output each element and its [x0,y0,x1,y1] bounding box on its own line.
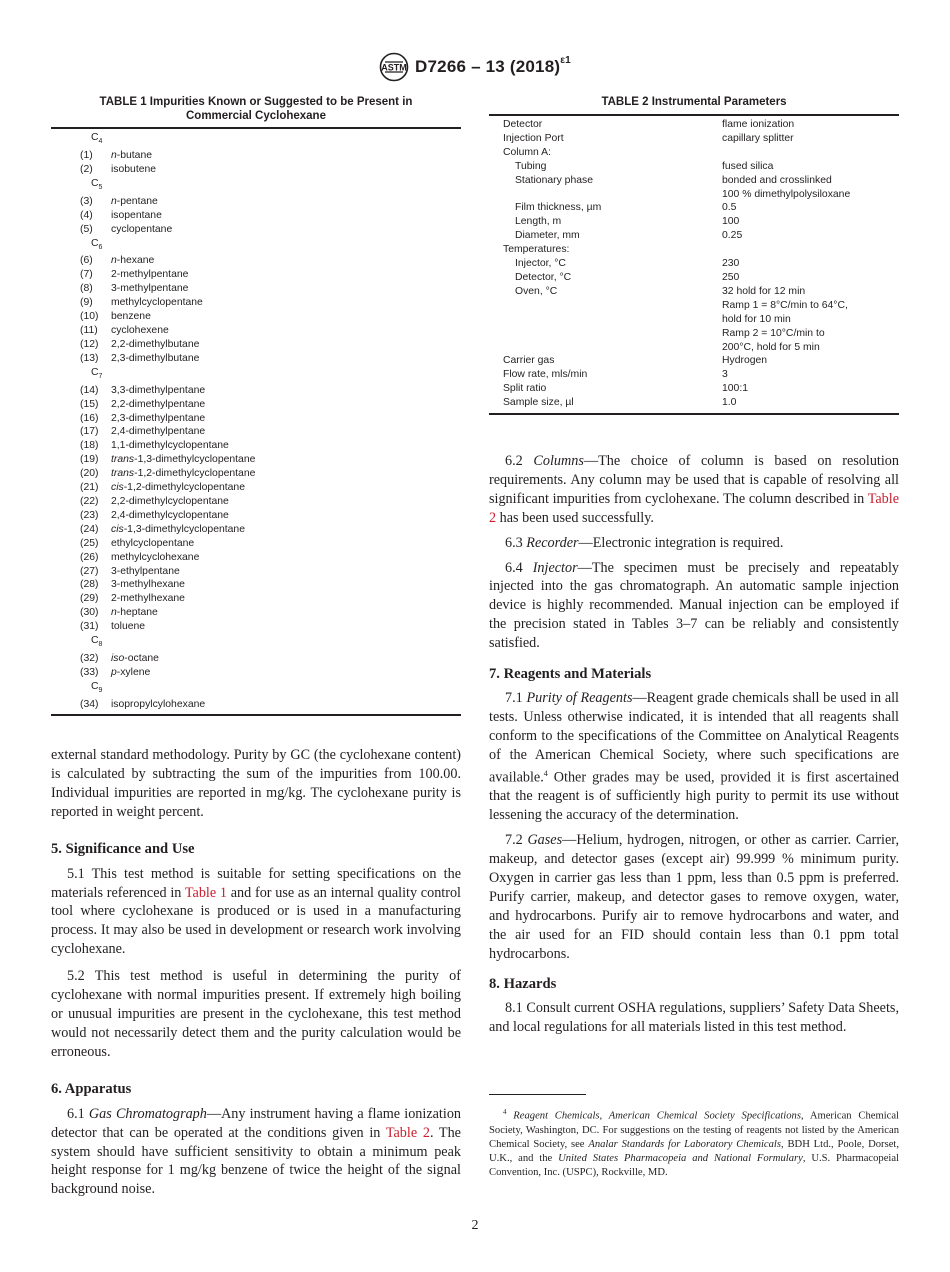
impurity-number: (13) [80,352,99,364]
table-row [51,149,461,163]
impurity-name: n-hexane [111,255,155,267]
table-1-link[interactable]: Table 1 [184,884,227,901]
parameter-name [489,313,722,327]
document-designation: D7266 – 13 $(2018)^{\varepsilon 1}$ [415,55,571,76]
parameter-value: 230 [722,258,740,270]
table-row [51,481,461,495]
parameter-name [489,188,722,202]
carbon-group-label: $C_6$ [91,237,103,251]
impurity-name: n-heptane [111,607,158,619]
paragraph-5-1: 5.1 This test method is suitable for setting specifications on the materials referenced in Table 1 and for use as an internal quality control tool where cyclohexane is produced or is used in a manufacturing process. It may also be used in development or research work involving cyclohexane. [51,865,461,958]
impurity-number: (10) [80,311,99,323]
table-row [51,352,461,366]
table-row [489,118,899,132]
table-row [489,160,899,174]
parameter-value: 0.25 [722,230,743,242]
table-2-link[interactable]: Table 2 [489,490,899,526]
parameter-value: 0.5 [722,202,737,214]
table-row [51,209,461,223]
table-row [51,296,461,310]
table-row [51,195,461,209]
impurity-name: isopropylcylohexane [111,698,206,710]
impurity-number: (1) [80,149,93,161]
impurity-name: methylcyclohexane [111,551,200,563]
impurity-number: (19) [80,454,99,466]
impurity-number: (14) [80,384,99,396]
parameter-name: Detector, °C [515,271,572,283]
impurity-name: n-butane [111,149,153,161]
table-row [51,551,461,565]
impurity-number: (18) [80,440,99,452]
impurity-name: iso-octane [111,653,159,665]
table-row [51,338,461,352]
impurity-name: cyclohexene [111,325,169,337]
impurity-number: (11) [80,325,98,337]
impurity-name: 3-methylhexane [111,579,185,591]
parameter-name: Sample size, µl [503,397,574,409]
impurity-number: (33) [80,666,99,678]
table-row [489,313,899,327]
impurity-number: (16) [80,412,99,424]
carbon-group-label: $C_9$ [91,680,103,694]
table-row [51,666,461,680]
table-row [489,396,899,410]
paragraph-6-1: 6.1 Gas Chromatograph—Any instrument having a flame ionization detector that can be operated at the conditions given in Table 2. The system should have sufficient sensitivity to obtain a minimum peak height response for 1 mg/kg benzene of twice the height of the signal background noise. [51,1105,462,1198]
impurity-number: (31) [80,621,99,633]
paragraph-5-2: 5.2 This test method is useful in determining the purity of cyclohexane with normal impurities present. If extremely high boiling or unusual impurities are present in the cyclohexane, this test method would not necessarily detect them and the purity calculation would be erroneous. [51,968,461,1060]
impurity-number: (8) [80,283,93,295]
table-1 [51,95,461,716]
impurity-number: (7) [80,269,93,281]
impurity-number: (27) [80,565,99,577]
table-row [51,606,461,620]
parameter-value [722,243,899,257]
table-row [51,495,461,509]
table-2-body [489,116,899,413]
impurity-name: 2,3-dimethylpentane [111,412,206,424]
impurity-name: toluene [111,621,146,633]
paragraph-continuation: external standard methodology. Purity by GC (the cyclohexane content) is calculated by subtracting the sum of the impurities from 100.00. Individual impurities are reported in mg/kg. The cyclohexane purity is reported in weight percent. [51,747,461,820]
parameter-name: Detector [503,119,543,130]
section-8-heading: 8. Hazards [489,976,557,993]
parameter-name: Stationary phase [515,174,593,186]
right-column-text [489,452,899,1037]
table-row [489,341,899,355]
parameter-name: Tubing [515,160,547,172]
parameter-value: bonded and crosslinked [722,174,832,186]
table-row [51,254,461,268]
table-1-title: TABLE 1 Impurities Known or Suggested to be Present in Commercial Cyclohexane [99,96,413,122]
impurity-name: 2,2-dimethylpentane [111,398,206,410]
table-row [51,163,461,177]
impurity-number: (17) [80,426,99,438]
table-row [489,215,899,229]
table-row [489,201,899,215]
table-bottom-rule [51,714,461,716]
table-row [51,223,461,237]
impurity-name: benzene [111,311,151,323]
impurity-name: p-xylene [111,666,151,678]
table-row [489,299,899,313]
section-5-heading: 5. Significance and Use [51,840,195,857]
table-row [51,565,461,579]
parameter-name [489,341,722,355]
impurity-name: 2,4-dimethylpentane [111,426,206,438]
footnote-rule [489,1094,586,1095]
table-row [51,268,461,282]
parameter-name: Film thickness, µm [515,202,602,214]
parameter-name: Diameter, mm [515,230,580,242]
table-row [51,439,461,453]
parameter-value: 200°C, hold for 5 min [722,341,820,353]
table-1-body [51,129,461,714]
impurity-name: n-pentane [111,195,158,207]
svg-text:ASTM: ASTM [381,62,407,73]
table-row [51,398,461,412]
impurity-name: cis-1,2-dimethylcyclopentane [111,482,245,494]
table-row [51,412,461,426]
parameter-value: Ramp 2 = 10°C/min to [722,327,825,339]
table-2-link[interactable]: Table 2 [385,1124,430,1141]
impurity-name: isopentane [111,209,162,221]
carbon-group-label: $C_7$ [91,366,103,380]
table-row [489,229,899,243]
table-2 [489,95,899,415]
impurity-number: (22) [80,495,99,507]
impurity-number: (2) [80,163,93,175]
paragraph-6-3: 6.3 Recorder—Electronic integration is required. [505,534,784,551]
table-row [489,257,899,271]
impurity-name: isobutene [111,163,157,175]
section-6-heading: 6. Apparatus [51,1080,132,1097]
table-row [51,698,461,712]
left-column-text [51,746,461,1199]
table-row [51,537,461,551]
page-number: 2 [471,1218,479,1233]
parameter-value: 250 [722,271,740,283]
impurity-number: (26) [80,551,99,563]
impurity-name: trans-1,2-dimethylcyclopentane [111,468,256,480]
table-row [51,282,461,296]
impurity-number: (15) [80,398,99,410]
parameter-name: Split ratio [503,383,547,395]
table-row [489,188,899,202]
parameter-value: 100 % dimethylpolysiloxane [722,188,851,200]
impurity-number: (23) [80,509,99,521]
paragraph-6-4: 6.4 Injector—The specimen must be precisely and repeatably injected into the gas chromatograph. An automatic sample injection device is highly recommended. Manual injection can be employed if the precision stated in Tables 3–7 can be reliably and consistently satisfied. [489,559,899,652]
impurity-number: (21) [80,482,99,494]
table-bottom-rule [489,413,899,415]
impurity-name: ethylcyclopentane [111,537,195,549]
impurity-name: 1,1-dimethylcyclopentane [111,440,229,452]
table-row [51,523,461,537]
impurity-number: (9) [80,297,93,309]
table-row [489,368,899,382]
impurity-number: (34) [80,698,99,710]
table-row [51,620,461,634]
parameter-name: Oven, °C [515,285,558,297]
impurity-number: (20) [80,468,99,480]
paragraph-6-2: 6.2 Columns—The choice of column is based on resolution requirements. Any column may be used that is capable of resolving all significant impurities from cyclohexane. The column described in Table 2 has been used successfully. [489,453,899,526]
table-row [51,310,461,324]
table-row [489,174,899,188]
parameter-name: Carrier gas [503,355,555,367]
impurity-number: (6) [80,255,93,267]
parameter-value: fused silica [722,160,774,172]
impurity-number: (12) [80,338,99,350]
impurity-number: (5) [80,223,93,235]
impurity-number: (30) [80,607,99,619]
table-row [489,271,899,285]
page-header [0,52,950,87]
parameter-value: capillary splitter [722,132,794,144]
table-row [489,132,899,146]
impurity-name: cyclopentane [111,223,173,235]
parameter-name: Temperatures: [503,244,570,256]
impurity-name: 2-methylpentane [111,269,189,281]
carbon-group-label: $C_4$ [91,132,103,146]
impurity-name: 2,3-dimethylbutane [111,352,200,364]
footnote-4: $^4$ Reagent Chemicals, American Chemical Society Specifications, American Chemical Society, Washington, DC. For suggestions on the testing of reagents not listed by the American Chemical Society, see Analar Standards for Laboratory Chemicals, BDH Ltd., Poole, Dorset, U.K., and the United States Pharmacopeia and National Formulary, U.S. Pharmacopeial Convention, Inc. (USPC), Rockville, MD. [489,1108,899,1178]
impurity-number: (28) [80,579,99,591]
parameter-value: flame ionization [722,119,795,130]
table-row [489,327,899,341]
table-row [489,243,899,257]
parameter-value: 3 [722,369,728,381]
table-row [51,467,461,481]
paragraph-7-1: 7.1 Purity of Reagents—Reagent grade chemicals shall be used in all tests. Unless otherwise indicated, it is intended that all reagents shall conform to the specifications of the Committee on Analytical Reagents of the American Chemical Society, where such specifications are available.$^4$ Other grades may be used, provided it is first ascertained that the reagent is of sufficiently high purity to permit its use without lessening the accuracy of the determination. [489,690,899,824]
carbon-group-label: $C_8$ [91,635,103,649]
carbon-group-label: $C_5$ [91,177,103,191]
impurity-number: (3) [80,195,93,207]
impurity-name: trans-1,3-dimethylcyclopentane [111,454,256,466]
parameter-name: Injection Port [503,132,564,144]
impurity-name: cis-1,3-dimethylcyclopentane [111,523,245,535]
table-row [51,384,461,398]
table-row [51,509,461,523]
impurity-number: (4) [80,209,93,221]
impurity-name: 2-methylhexane [111,593,185,605]
parameter-name: Column A: [503,146,551,158]
paragraph-8-1: 8.1 Consult current OSHA regulations, suppliers’ Safety Data Sheets, and local regulations for all materials listed in this test method. [489,1000,899,1036]
section-7-heading: 7. Reagents and Materials [489,666,652,683]
table-row [51,592,461,606]
parameter-value: 32 hold for 12 min [722,285,806,297]
impurity-name: 2,2-dimethylbutane [111,338,200,350]
parameter-value: Ramp 1 = 8°C/min to 64°C, [722,299,848,311]
impurity-name: 2,2-dimethylcyclopentane [111,495,229,507]
table-row [51,652,461,666]
table-row [489,354,899,368]
parameter-value: 100:1 [722,383,749,395]
impurity-number: (24) [80,523,99,535]
table-row [489,146,899,160]
impurity-name: 3,3-dimethylpentane [111,384,206,396]
table-row [489,285,899,299]
parameter-value [722,146,899,160]
parameter-name: Flow rate, mls/min [503,369,588,381]
table-2-title: TABLE 2 Instrumental Parameters [601,96,787,108]
astm-logo-icon [379,52,409,82]
impurity-number: (32) [80,653,99,665]
parameter-value: 100 [722,216,740,228]
table-row [51,425,461,439]
table-row [51,453,461,467]
footnotes [489,1094,899,1180]
impurity-number: (25) [80,537,99,549]
impurity-name: 3-ethylpentane [111,565,180,577]
paragraph-7-2: 7.2 Gases—Helium, hydrogen, nitrogen, or other as carrier. Carrier, makeup, and detector gases (except air) 99.999 % minimum purity. Oxygen in carrier gas less than 1 ppm, less than 0.5 ppm is preferred. Purify carrier, makeup, and detector gases to remove oxygen, water, and hydrocarbons. Purify air to remove hydrocarbons and water, and the air used for an FID should contain less than 0.1 ppm total hydrocarbons. [489,832,899,962]
impurity-name: methylcyclopentane [111,297,203,309]
parameter-name: Injector, °C [515,258,566,270]
parameter-value: Hydrogen [722,355,768,367]
impurity-name: 3-methylpentane [111,283,189,295]
footnote-ref[interactable]: 4 [543,768,548,778]
impurity-number: (29) [80,593,99,605]
table-row [51,324,461,338]
table-row [489,382,899,396]
parameter-value: hold for 10 min [722,313,791,325]
impurity-name: 2,4-dimethylcyclopentane [111,509,229,521]
parameter-name [489,327,722,341]
parameter-value: 1.0 [722,397,737,409]
parameter-name [489,299,722,313]
table-row [51,578,461,592]
parameter-name: Length, m [515,216,562,228]
